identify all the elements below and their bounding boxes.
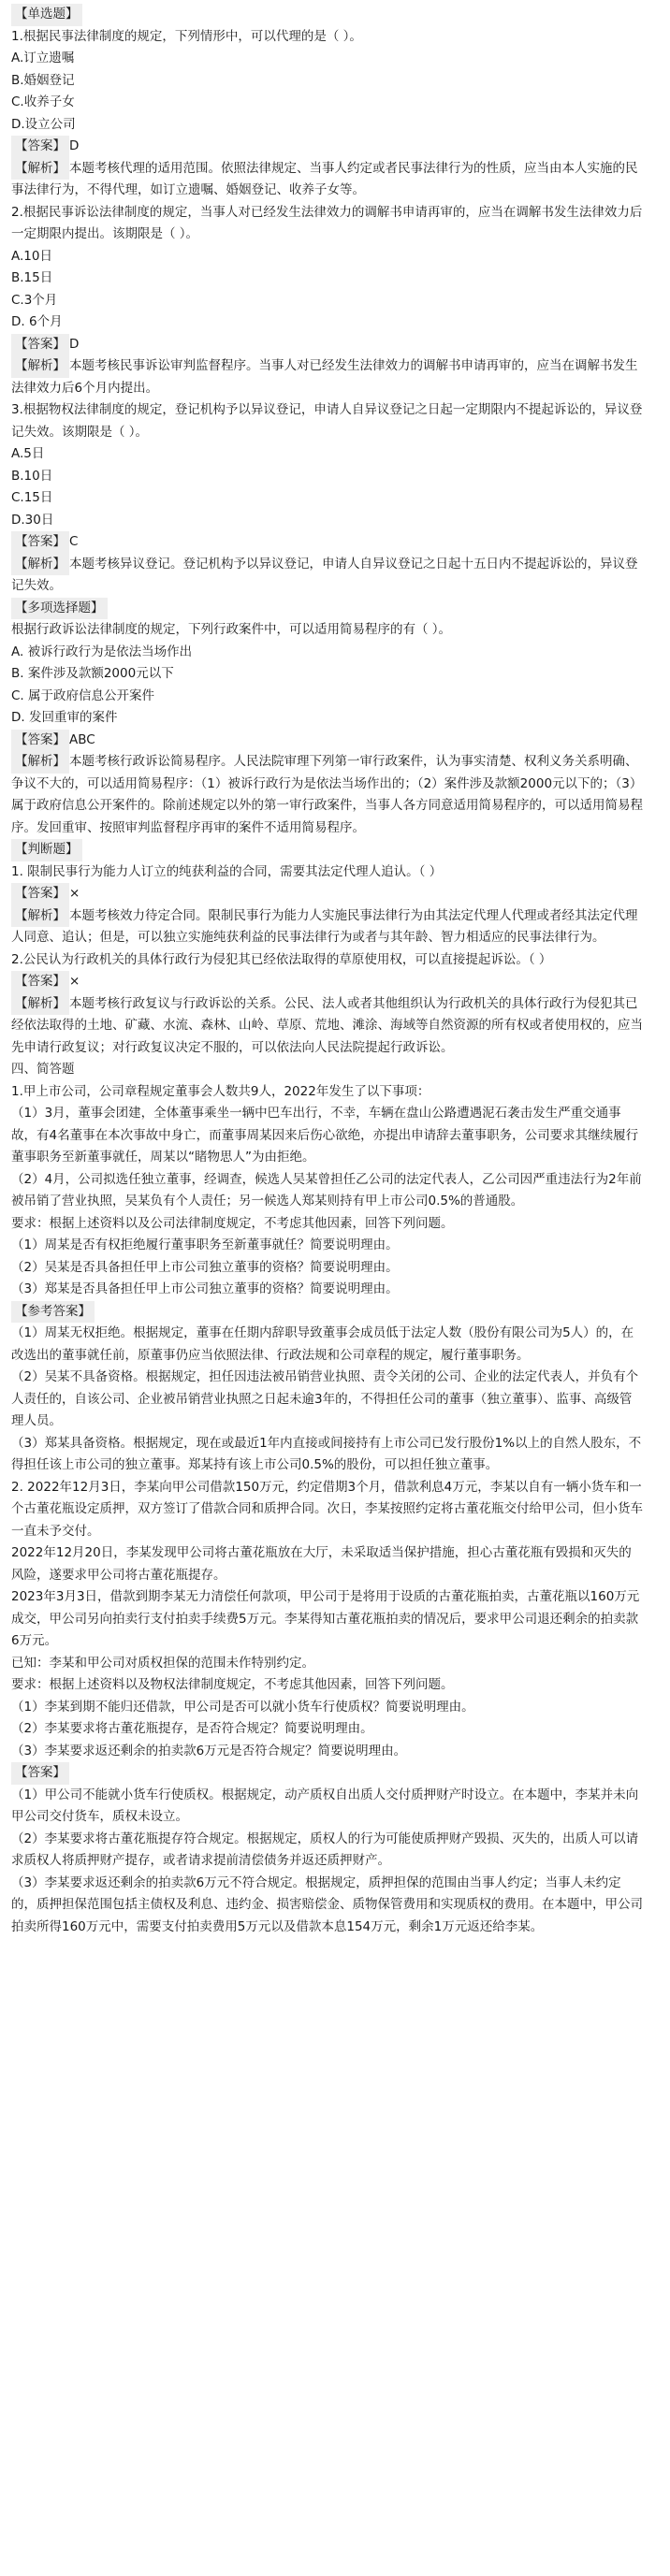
case-paragraph: 2022年12月20日，李某发现甲公司将古董花瓶放在大厅，未采取适当保护措施，担心古董花瓶有毁损和灭失的风险，遂要求甲公司将古董花瓶提存。 bbox=[11, 1545, 632, 1583]
analysis-text: 本题考核行政复议与行政诉讼的关系。公民、法人或者其他组织认为行政机关的具体行政行为侵犯其已经依法取得的土地、矿藏、水流、森林、山岭、草原、荒地、滩涂、海域等自然资源的所有权或者使用权的，应当先申请行政复议；对行政复议决定不服的，可以依法向人民法院提起行政诉讼。 bbox=[11, 995, 643, 1055]
question-stem: 根据行政诉讼法律制度的规定，下列行政案件中，可以适用简易程序的有（ ）。 bbox=[11, 622, 452, 637]
analysis-label: 【解析】 bbox=[11, 993, 69, 1016]
option: C.收养子女 bbox=[11, 94, 75, 109]
option: B.婚姻登记 bbox=[11, 72, 75, 88]
analysis-text: 本题考核代理的适用范围。依照法律规定、当事人约定或者民事法律行为的性质，应当由本人实施的民事法律行为，不得代理，如订立遗嘱、婚姻登记、收养子女等。 bbox=[11, 160, 638, 197]
analysis-paragraph bbox=[11, 905, 644, 949]
option: D.设立公司 bbox=[11, 116, 76, 132]
case-question: （2）吴某是否具备担任甲上市公司独立董事的资格？简要说明理由。 bbox=[11, 1259, 399, 1275]
analysis-text: 本题考核效力待定合同。限制民事行为能力人实施民事法律行为由其法定代理人代理或者经其法定代理人同意、追认；但是，可以独立实施纯获利益的民事法律行为或者与其年龄、智力相适应的民事法律行为。 bbox=[11, 907, 638, 945]
option: C.3个月 bbox=[11, 292, 58, 308]
answer-paragraph: （1）周某无权拒绝。根据规定，董事在任期内辞职导致董事会成员低于法定人数（股份有限公司为5人）的，在改选出的董事就任前，原董事仍应当依照法律、行政法规和公司章程的规定，履行董事职务。 bbox=[11, 1325, 634, 1363]
option: B. 案件涉及款额2000元以下 bbox=[11, 666, 174, 681]
case-question: （2）李某要求将古董花瓶提存，是否符合规定？简要说明理由。 bbox=[11, 1721, 373, 1736]
answer-value: ABC bbox=[69, 731, 95, 747]
answer-value: D bbox=[69, 336, 80, 352]
analysis-text: 本题考核行政诉讼简易程序。人民法院审理下列第一审行政案件，认为事实清楚、权利义务关系明确、争议不大的，可以适用简易程序：（1）被诉行政行为是依法当场作出的；（2）案件涉及款额2000元以下的；（3）属于政府信息公开案件的。除前述规定以外的第一审行政案件，当事人各方同意适用简易程序的，可以适用简易程序。发回重审、按照审判监督程序再审的案件不适用简易程序。 bbox=[11, 754, 643, 835]
option: C.15日 bbox=[11, 490, 53, 505]
question-stem: 1.根据民事法律制度的规定，下列情形中，可以代理的是（ ）。 bbox=[11, 28, 362, 44]
section-tag-single: 【单选题】 bbox=[11, 4, 644, 26]
answer-value: D bbox=[69, 138, 80, 153]
analysis-paragraph bbox=[11, 993, 644, 1060]
option: A.订立遗嘱 bbox=[11, 51, 75, 65]
reference-answer-row bbox=[11, 1301, 644, 1324]
answer-row bbox=[11, 531, 644, 554]
analysis-paragraph bbox=[11, 751, 644, 839]
case-question: （3）李某要求返还剩余的拍卖款6万元是否符合规定？简要说明理由。 bbox=[11, 1743, 407, 1758]
analysis-label: 【解析】 bbox=[11, 355, 69, 378]
option: A.5日 bbox=[11, 446, 45, 461]
option: A.10日 bbox=[11, 248, 52, 264]
analysis-label: 【解析】 bbox=[11, 751, 69, 774]
reference-answer-row bbox=[11, 1762, 644, 1785]
option: C. 属于政府信息公开案件 bbox=[11, 687, 155, 703]
answer-label: 【答案】 bbox=[11, 136, 69, 158]
case-question: （1）周某是否有权拒绝履行董事职务至新董事就任？简要说明理由。 bbox=[11, 1237, 399, 1252]
option: A. 被诉行政行为是依法当场作出 bbox=[11, 644, 193, 659]
option: D.30日 bbox=[11, 512, 54, 528]
question-stem: 3.根据物权法律制度的规定，登记机构予以异议登记，申请人自异议登记之日起一定期限内不提起诉讼的，异议登记失效。该期限是（ ）。 bbox=[11, 402, 643, 440]
answer-row bbox=[11, 883, 644, 905]
case-paragraph: 2023年3月3日，借款到期李某无力清偿任何款项，甲公司于是将用于设质的古董花瓶拍卖，古董花瓶以160万元成交，甲公司另向拍卖行支付拍卖手续费5万元。李某得知古董花瓶拍卖的情况后，要求甲公司退还剩余的拍卖款6万元。 bbox=[11, 1589, 640, 1648]
answer-value: C bbox=[69, 534, 79, 549]
case-intro: 2. 2022年12月3日，李某向甲公司借款150万元，约定借期3个月，借款利息4万元，李某以自有一辆小货车和一个古董花瓶设定质押，双方签订了借款合同和质押合同。次日，李某按照约定将古董花瓶交付给甲公司，但小货车一直未予交付。 bbox=[11, 1479, 643, 1539]
section-tag-judgement: 【判断题】 bbox=[11, 839, 644, 861]
answer-value: × bbox=[69, 974, 80, 989]
case-requirement: 要求：根据上述资料以及物权法律制度规定，不考虑其他因素，回答下列问题。 bbox=[11, 1677, 454, 1692]
case-paragraph: （1）3月，董事会团建，全体董事乘坐一辆中巴车出行，不幸，车辆在盘山公路遭遇泥石袭击发生严重交通事故，有4名董事在本次事故中身亡，而董事周某因来后伤心欲绝，亦提出申请辞去董事职务，公司要求其继续履行董事职务至新董事就任，周某以“睹物思人”为由拒绝。 bbox=[11, 1106, 639, 1165]
answer-row bbox=[11, 136, 644, 158]
section-title-short-answer: 四、简答题 bbox=[11, 1062, 75, 1077]
analysis-label: 【解析】 bbox=[11, 554, 69, 576]
answer-label: 【答案】 bbox=[11, 334, 69, 356]
analysis-label: 【解析】 bbox=[11, 905, 69, 928]
case-question: （1）李某到期不能归还借款，甲公司是否可以就小货车行使质权？简要说明理由。 bbox=[11, 1699, 474, 1715]
answer-paragraph: （2）李某要求将古董花瓶提存符合规定。根据规定，质权人的行为可能使质押财产毁损、灭失的，出质人可以请求质权人将质押财产提存，或者请求提前清偿债务并返还质押财产。 bbox=[11, 1831, 639, 1868]
case-note: 已知：李某和甲公司对质权担保的范围未作特别约定。 bbox=[11, 1655, 314, 1671]
case-intro: 1.甲上市公司，公司章程规定董事会人数共9人，2022年发生了以下事项： bbox=[11, 1083, 430, 1099]
analysis-paragraph bbox=[11, 158, 644, 202]
section-tag-multiple: 【多项选择题】 bbox=[11, 598, 644, 620]
analysis-text: 本题考核民事诉讼审判监督程序。当事人对已经发生法律效力的调解书申请再审的，应当在调解书发生法律效力后6个月内提出。 bbox=[11, 358, 638, 396]
answer-value: × bbox=[69, 886, 80, 901]
answer-label: 【答案】 bbox=[11, 531, 69, 554]
answer-paragraph: （2）吴某不具备资格。根据规定，担任因违法被吊销营业执照、责令关闭的公司、企业的法定代表人，并负有个人责任的，自该公司、企业被吊销营业执照之日起未逾3年的，不得担任公司的董事（独立董事）、监事、高级管理人员。 bbox=[11, 1369, 639, 1428]
analysis-label: 【解析】 bbox=[11, 158, 69, 181]
reference-answer-label: 【答案】 bbox=[11, 1762, 69, 1785]
answer-row bbox=[11, 971, 644, 993]
case-paragraph: （2）4月，公司拟选任独立董事，经调查，候选人吴某曾担任乙公司的法定代表人，乙公司因严重违法行为2年前被吊销了营业执照，吴某负有个人责任；另一候选人郑某则持有甲上市公司0.5%的普通股。 bbox=[11, 1171, 642, 1208]
option: D. 发回重审的案件 bbox=[11, 710, 118, 725]
answer-paragraph: （1）甲公司不能就小货车行使质权。根据规定，动产质权自出质人交付质押财产时设立。在本题中，李某并未向甲公司交付货车，质权未设立。 bbox=[11, 1787, 639, 1824]
question-stem: 2.公民认为行政机关的具体行政行为侵犯其已经依法取得的草原使用权，可以直接提起诉讼。（ ） bbox=[11, 951, 552, 967]
answer-paragraph: （3）郑某具备资格。根据规定，现在或最近1年内直接或间接持有上市公司已发行股份1%以上的自然人股东，不得担任该上市公司的独立董事。郑某持有该上市公司0.5%的股份，可以担任独立董事。 bbox=[11, 1435, 642, 1472]
analysis-paragraph bbox=[11, 554, 644, 598]
reference-answer-label: 【参考答案】 bbox=[11, 1301, 95, 1324]
option: B.10日 bbox=[11, 468, 53, 484]
question-stem: 1. 限制民事行为能力人订立的纯获利益的合同，需要其法定代理人追认。（ ） bbox=[11, 863, 443, 879]
analysis-paragraph bbox=[11, 355, 644, 399]
case-requirement: 要求：根据上述资料以及公司法律制度规定，不考虑其他因素，回答下列问题。 bbox=[11, 1215, 454, 1231]
answer-label: 【答案】 bbox=[11, 971, 69, 993]
option: D. 6个月 bbox=[11, 314, 63, 329]
question-stem: 2.根据民事诉讼法律制度的规定，当事人对已经发生法律效力的调解书申请再审的，应当在调解书发生法律效力后一定期限内提出。该期限是（ ）。 bbox=[11, 204, 643, 241]
case-question: （3）郑某是否具备担任甲上市公司独立董事的资格？简要说明理由。 bbox=[11, 1281, 399, 1296]
answer-row bbox=[11, 334, 644, 356]
answer-row bbox=[11, 730, 644, 752]
answer-label: 【答案】 bbox=[11, 883, 69, 905]
answer-label: 【答案】 bbox=[11, 730, 69, 752]
answer-paragraph: （3）李某要求返还剩余的拍卖款6万元不符合规定。根据规定，质押担保的范围由当事人约定；当事人未约定的，质押担保范围包括主债权及利息、违约金、损害赔偿金、质物保管费用和实现质权的费用。在本题中，甲公司拍卖所得160万元中，需要支付拍卖费用5万元以及借款本息154万元，剩余1万元返还给李某。 bbox=[11, 1874, 643, 1934]
analysis-text: 本题考核异议登记。登记机构予以异议登记，申请人自异议登记之日起十五日内不提起诉讼的，异议登记失效。 bbox=[11, 556, 638, 593]
option: B.15日 bbox=[11, 270, 53, 285]
